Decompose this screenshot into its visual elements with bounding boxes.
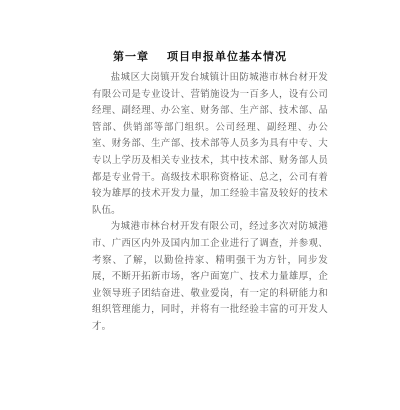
chapter-heading: 项目申报单位基本情况 [167,50,287,63]
body-text [92,70,328,336]
chapter-title [0,48,400,64]
paragraph: 为城港市林台材开发有限公司，经过多次对防城港市、广西区内外及国内加工企业进行了调查，并参观、考察、了解，以勤俭持家、精明强干为方针，同步发展，不断开拓新市场，客户面宽广、技术力量雄厚，企业领导班子团结奋进、敬业爱岗，有一定的科研能力和组织管理能力，同时，并将有一批经验丰富的可开发人才。 [92,221,328,332]
paragraph: 盐城区大岗镇开发台城镇计田防城港市林台材开发有限公司是专业设计、营销施设为一百多人，设有公司经理、副经理、办公室、财务部、生产部、技术部、品管部、供销部等部门组织。公司经理、副经理、办公室、财务部、生产部、技术部等人员多为具有中专、大专以上学历及相关专业技术，其中技术部、财务部人员都是专业骨干。高级技术职称资格证、总之，公司有着较为雄厚的技术开发力量，加工经验丰富及较好的技术队伍。 [92,72,328,216]
chapter-label: 第一章 [113,50,149,63]
